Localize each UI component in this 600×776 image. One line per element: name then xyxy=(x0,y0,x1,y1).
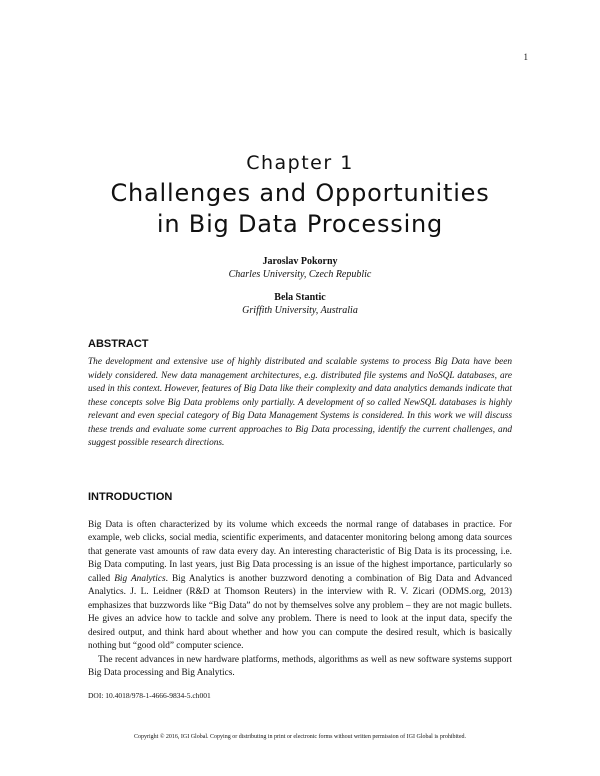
author-block-2 xyxy=(0,291,600,317)
author-affiliation: Griffith University, Australia xyxy=(242,305,358,316)
chapter-title-line-1: Challenges and Opportunities xyxy=(110,179,490,207)
copyright-notice: Copyright © 2016, IGI Global. Copying or distributing in print or electronic forms without written permission of IGI Global is prohibited. xyxy=(133,734,466,740)
author-block-1 xyxy=(0,255,600,281)
intro-paragraph-2: The recent advances in new hardware platforms, methods, algorithms as well as new software systems support Big Data processing and Big Analytics. xyxy=(88,654,512,678)
intro-p1-text-b: . Big Analytics is another buzzword denoting a combination of Big Data and Advanced Analytics. J. L. Leidner (R&D at Thomson Reuters) in the interview with R. V. Zicari (ODMS.org, 2013) emphasizes that buzzwords like “Big Data” do not by themselves solve any problem – they are not magic bullets. He gives an advice how to tackle and solve any problem. There is need to look at the input data, specify the desired output, and think hard about whether and how you can compute the desired result, which is basically nothing but “good old” computer science. xyxy=(88,573,512,652)
intro-paragraph-1 xyxy=(88,519,512,654)
author-name: Bela Stantic xyxy=(274,292,326,303)
introduction-body xyxy=(88,519,512,680)
page-number: 1 xyxy=(523,52,528,62)
author-name: Jaroslav Pokorny xyxy=(262,256,338,267)
chapter-label: Chapter 1 xyxy=(246,152,354,174)
author-affiliation: Charles University, Czech Republic xyxy=(228,269,372,280)
doi-label: DOI: 10.4018/978-1-4666-9834-5.ch001 xyxy=(88,691,211,700)
chapter-title xyxy=(0,178,600,240)
intro-p1-emphasis: Big Analytics xyxy=(114,573,166,584)
intro-p1-text-a: Big Data is often characterized by its volume which exceeds the normal range of databases in practice. For example, web clicks, social media, scientific experiments, and datacenter monitoring belong among data sources that generate vast amounts of raw data every day. An interesting characteristic of Big Data is its processing, i.e. Big Data computing. In last years, just Big Data processing is an issue of the highest importance, particularly so called xyxy=(88,520,512,584)
introduction-heading: INTRODUCTION xyxy=(88,491,173,503)
chapter-title-line-2: in Big Data Processing xyxy=(156,210,444,238)
abstract-heading: ABSTRACT xyxy=(88,338,149,350)
abstract-text: The development and extensive use of highly distributed and scalable systems to process Big Data have been widely considered. New data management architectures, e.g. distributed file systems and NoSQL databases, are used in this context. However, features of Big Data like their complexity and data analytics demands indicate that these concepts solve Big Data problems only partially. A development of so called NewSQL databases is highly relevant and even special category of Big Data Management Systems is considered. In this work we will discuss these trends and evaluate some current approaches to Big Data processing, identify the current challenges, and suggest possible research directions. xyxy=(88,357,512,448)
